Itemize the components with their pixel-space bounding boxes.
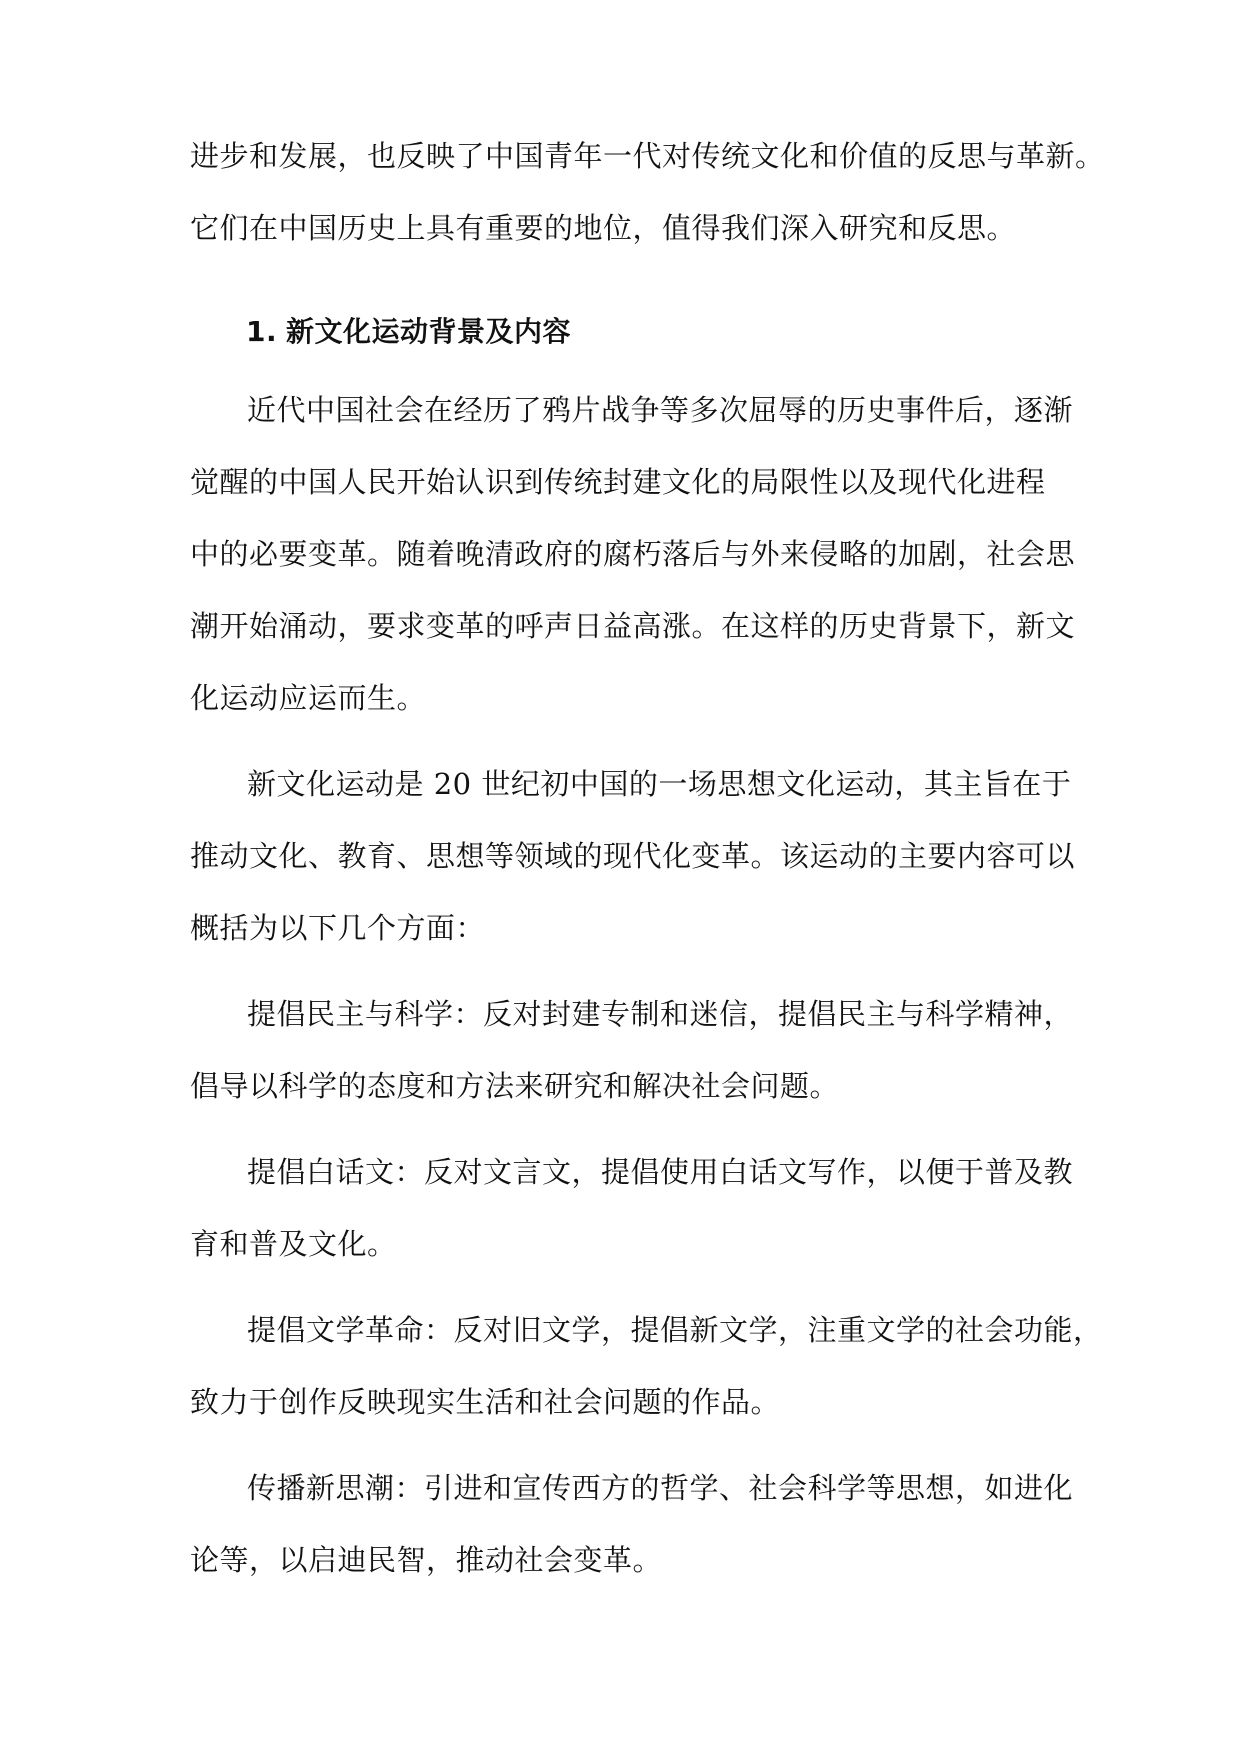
item-new-thought-line-1: 传播新思潮：引进和宣传西方的哲学、社会科学等思想，如进化 (247, 1471, 1074, 1505)
intro-line-1: 进步和发展，也反映了中国青年一代对传统文化和价值的反思与革新。 (190, 139, 1105, 173)
background-line-4: 潮开始涌动，要求变革的呼声日益高涨。在这样的历史背景下，新文 (190, 609, 1076, 643)
item-new-thought-line-2: 论等，以启迪民智，推动社会变革。 (190, 1543, 663, 1577)
intro-line-2: 它们在中国历史上具有重要的地位，值得我们深入研究和反思。 (190, 211, 1017, 245)
item-literary-revolution-line-2: 致力于创作反映现实生活和社会问题的作品。 (190, 1385, 781, 1419)
background-line-5: 化运动应运而生。 (190, 681, 427, 715)
content-line-2: 推动文化、教育、思想等领域的现代化变革。该运动的主要内容可以 (190, 839, 1076, 873)
item-democracy-science-line-1: 提倡民主与科学：反对封建专制和迷信，提倡民主与科学精神， (247, 997, 1074, 1031)
item-democracy-science-line-2: 倡导以科学的态度和方法来研究和解决社会问题。 (190, 1069, 840, 1103)
section-heading-text: 新文化运动背景及内容 (286, 315, 572, 348)
content-line-1: 新文化运动是 20 世纪初中国的一场思想文化运动，其主旨在于 (247, 767, 1072, 801)
item-vernacular-line-1: 提倡白话文：反对文言文，提倡使用白话文写作，以便于普及教 (247, 1155, 1074, 1189)
content-line-3: 概括为以下几个方面： (190, 911, 486, 945)
background-line-2: 觉醒的中国人民开始认识到传统封建文化的局限性以及现代化进程 (190, 465, 1046, 499)
background-line-3: 中的必要变革。随着晚清政府的腐朽落后与外来侵略的加剧，社会思 (190, 537, 1076, 571)
section-heading-number: 1. (246, 315, 278, 348)
background-line-1: 近代中国社会在经历了鸦片战争等多次屈辱的历史事件后，逐渐 (247, 393, 1074, 427)
section-heading (246, 312, 571, 352)
item-vernacular-line-2: 育和普及文化。 (190, 1227, 397, 1261)
item-literary-revolution-line-1: 提倡文学革命：反对旧文学，提倡新文学，注重文学的社会功能， (247, 1313, 1103, 1347)
